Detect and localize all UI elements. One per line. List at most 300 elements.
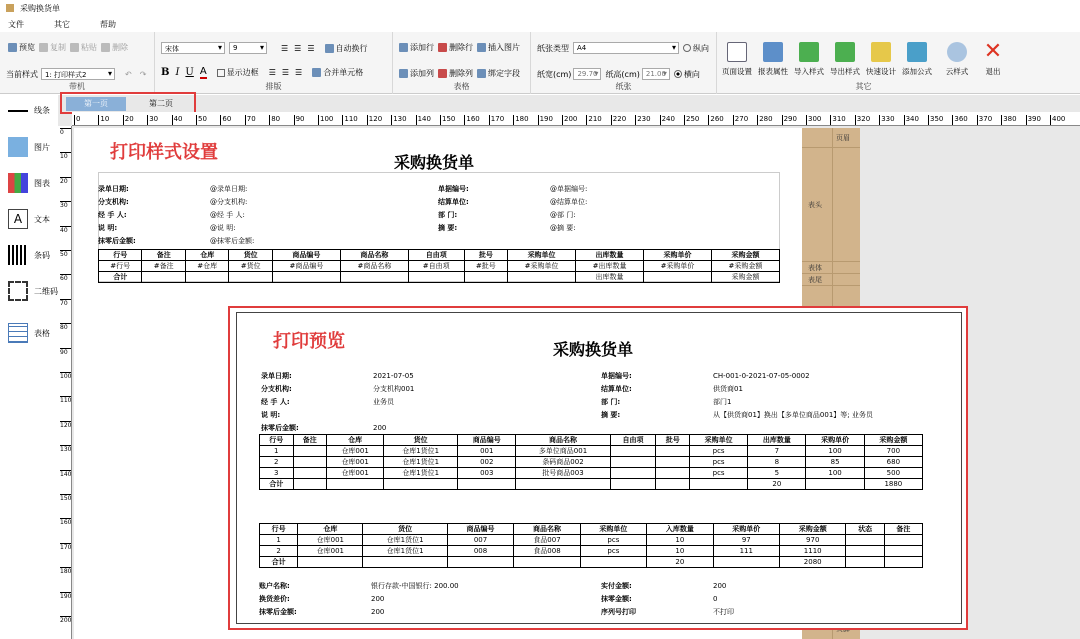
- preview-field-right: [601, 384, 743, 394]
- tool-line[interactable]: 线条: [8, 105, 50, 116]
- report-props-button[interactable]: 报表属性: [753, 42, 793, 77]
- field-label: 抹零后金额:: [261, 424, 299, 432]
- column-header: 状态: [846, 524, 884, 535]
- table-cell: 7: [748, 446, 806, 457]
- page-tabs: [60, 92, 196, 114]
- italic-icon[interactable]: I: [175, 67, 180, 78]
- preview-footer-right: [601, 581, 726, 591]
- cloud-style-button[interactable]: 云样式: [937, 42, 977, 77]
- table-cell: 100: [806, 446, 864, 457]
- ruler-mark: 250: [684, 115, 699, 126]
- line-icon: [8, 110, 28, 112]
- paper-width-label: 纸宽(cm): [537, 69, 572, 79]
- field-value: 从【供货商01】换出【多单位商品001】等; 业务员: [713, 411, 873, 419]
- column-header: 行号: [260, 524, 298, 535]
- copy-icon: [39, 43, 48, 52]
- table-cell: pcs: [580, 535, 646, 546]
- formula-icon: [907, 42, 927, 62]
- insert-image-button[interactable]: 插入图片: [477, 42, 520, 53]
- merge-icon: [312, 68, 321, 77]
- group-label-other: 其它: [855, 82, 872, 91]
- field-label: 部 门:: [438, 211, 458, 219]
- ruler-mark: 320: [855, 115, 870, 126]
- table-cell: 仓库001: [327, 468, 384, 479]
- table-cell[interactable]: #备注: [142, 261, 185, 272]
- table-cell: 002: [458, 457, 516, 468]
- table-cell: 001: [458, 446, 516, 457]
- design-field-right[interactable]: [438, 184, 587, 194]
- field-label: 换货差价:: [259, 595, 290, 603]
- column-header: 货位: [384, 435, 458, 446]
- field-value: 200: [371, 595, 385, 603]
- total-cell[interactable]: [272, 272, 340, 283]
- preview-field-left: [261, 384, 414, 394]
- table-cell: 批号商品003: [516, 468, 610, 479]
- table-cell: [656, 446, 690, 457]
- design-annotation: 打印样式设置: [110, 142, 218, 163]
- column-header[interactable]: 行号: [99, 250, 142, 261]
- column-header: 采购单位: [580, 524, 646, 535]
- paper-height-label: 纸高(cm): [605, 69, 640, 79]
- band-footer[interactable]: 表尾: [802, 274, 860, 286]
- preview-field-left: [261, 410, 373, 420]
- page-setup-icon: [727, 42, 747, 62]
- title-bar: [0, 0, 1080, 16]
- undo-icon[interactable]: ↶: [125, 69, 132, 79]
- barcode-icon: [8, 245, 28, 265]
- landscape-radio[interactable]: [674, 70, 682, 78]
- column-header[interactable]: 采购单位: [508, 250, 576, 261]
- table-cell: [656, 468, 690, 479]
- vruler-mark: 90: [60, 348, 72, 356]
- table-cell: [293, 457, 327, 468]
- add-col-button[interactable]: 添加列: [399, 68, 434, 79]
- ruler-mark: 80: [269, 115, 280, 126]
- total-cell[interactable]: 合计: [99, 272, 142, 283]
- vruler-mark: 0: [60, 128, 72, 136]
- field-value: @抹零后金额:: [210, 237, 255, 245]
- vruler-mark: 100: [60, 373, 72, 380]
- design-field-left[interactable]: [98, 210, 245, 220]
- field-value: 2021-07-05: [373, 372, 414, 380]
- table-cell: 85: [806, 457, 864, 468]
- menu-other[interactable]: 其它: [54, 19, 70, 29]
- table-cell: 10: [647, 535, 713, 546]
- column-header: 商品名称: [514, 524, 580, 535]
- total-cell: [806, 479, 864, 490]
- total-cell: [516, 479, 610, 490]
- table-cell: 仓库001: [327, 457, 384, 468]
- ruler-mark: 150: [440, 115, 455, 126]
- align-center-icon[interactable]: ☰: [294, 43, 302, 53]
- band-page-header[interactable]: 页眉: [802, 128, 860, 148]
- column-header[interactable]: 商品编号: [272, 250, 340, 261]
- report-props-icon: [763, 42, 783, 62]
- total-cell: [514, 557, 580, 568]
- auto-wrap-button[interactable]: 自动换行: [325, 43, 368, 54]
- ruler-mark: 390: [1026, 115, 1041, 126]
- preview-page: [236, 312, 962, 624]
- field-label: 部 门:: [601, 398, 621, 406]
- column-header[interactable]: 批号: [464, 250, 507, 261]
- total-cell[interactable]: [185, 272, 228, 283]
- portrait-radio[interactable]: [683, 44, 691, 52]
- ruler-mark: 360: [952, 115, 967, 126]
- ruler-mark: 190: [538, 115, 553, 126]
- table-cell[interactable]: #自由项: [408, 261, 464, 272]
- field-value: @单据编号:: [550, 185, 588, 193]
- column-header[interactable]: 货位: [229, 250, 272, 261]
- preview-footer-right: [601, 607, 734, 617]
- ruler-mark: 240: [660, 115, 675, 126]
- field-label: 经 手 人:: [261, 398, 290, 406]
- justify-right-icon[interactable]: ☰: [295, 68, 303, 77]
- quick-design-icon: [871, 42, 891, 62]
- underline-icon[interactable]: U: [185, 67, 194, 78]
- delete-button[interactable]: 删除: [101, 42, 128, 53]
- ruler-mark: 300: [806, 115, 821, 126]
- table-cell: 仓库1货位1: [384, 446, 458, 457]
- field-value: CH-001-0-2021-07-05-0002: [713, 372, 810, 380]
- ruler-mark: 200: [562, 115, 577, 126]
- tool-text[interactable]: A 文本: [8, 209, 50, 229]
- justify-left-icon[interactable]: ☰: [268, 68, 276, 77]
- ruler-mark: 50: [196, 115, 207, 126]
- table-cell: [884, 546, 922, 557]
- table-cell: 700: [864, 446, 922, 457]
- tab-page-2[interactable]: 第二页: [149, 99, 173, 108]
- toolbox: [0, 95, 58, 639]
- ruler-mark: 330: [879, 115, 894, 126]
- total-row: [260, 479, 923, 490]
- field-value: @录单日期:: [210, 185, 248, 193]
- align-right-icon[interactable]: ☰: [307, 43, 315, 53]
- quick-design-button[interactable]: 快速设计: [861, 42, 901, 77]
- table-cell: 1: [260, 446, 294, 457]
- add-col-icon: [399, 69, 408, 78]
- column-header[interactable]: 自由项: [408, 250, 464, 261]
- total-cell: [327, 479, 384, 490]
- column-header: 采购金额: [780, 524, 846, 535]
- total-cell: [363, 557, 447, 568]
- total-cell: 2080: [780, 557, 846, 568]
- menu-bar: [0, 16, 1080, 32]
- table-cell: [610, 457, 656, 468]
- table-cell: 10: [647, 546, 713, 557]
- ruler-mark: 30: [147, 115, 158, 126]
- table-cell: 仓库1货位1: [363, 535, 447, 546]
- total-cell[interactable]: [340, 272, 408, 283]
- table-icon: [8, 323, 28, 343]
- bold-icon[interactable]: B: [161, 67, 170, 78]
- field-label: 结算单位:: [438, 198, 469, 206]
- ribbon-group-paper: [531, 32, 717, 94]
- field-value: 业务员: [373, 398, 394, 406]
- bind-field-button[interactable]: 绑定字段: [477, 68, 520, 79]
- justify-center-icon[interactable]: ☰: [281, 68, 290, 77]
- font-name-select[interactable]: 宋体 ▾: [161, 42, 225, 54]
- table-cell[interactable]: #采购金额: [711, 261, 779, 272]
- total-cell: [690, 479, 748, 490]
- vruler-mark: 140: [60, 470, 72, 478]
- ribbon-group-device: [0, 32, 155, 94]
- field-value: @结算单位:: [550, 198, 588, 206]
- preview-button[interactable]: 预览: [8, 42, 35, 53]
- table-cell: 1110: [780, 546, 846, 557]
- exit-button[interactable]: ✕ 退出: [983, 39, 1003, 76]
- column-header: 批号: [656, 435, 690, 446]
- ruler-mark: 20: [123, 115, 134, 126]
- field-label: 结算单位:: [601, 385, 632, 393]
- add-formula-button[interactable]: 添加公式: [897, 42, 937, 77]
- page-setup-button[interactable]: 页面设置: [717, 42, 757, 77]
- menu-help[interactable]: 帮助: [100, 19, 116, 29]
- merge-cells-button[interactable]: 合并单元格: [312, 67, 363, 78]
- table-cell: 97: [713, 535, 779, 546]
- delete-col-button[interactable]: 删除列: [438, 68, 473, 79]
- table-cell: [610, 468, 656, 479]
- export-style-button[interactable]: 导出样式: [825, 42, 865, 77]
- ruler-mark: 180: [513, 115, 528, 126]
- design-title: 采购换货单: [394, 153, 475, 172]
- preview-footer-left: [259, 594, 384, 604]
- total-cell: 合计: [260, 557, 298, 568]
- ruler-mark: 290: [782, 115, 797, 126]
- table-cell: 008: [447, 546, 513, 557]
- table-header-row: [260, 435, 923, 446]
- table-cell: 仓库1货位1: [384, 457, 458, 468]
- total-cell[interactable]: [508, 272, 576, 283]
- total-cell: [846, 557, 884, 568]
- qrcode-icon: [8, 281, 28, 301]
- column-header: 商品编号: [458, 435, 516, 446]
- vruler-mark: 160: [60, 519, 72, 527]
- ribbon: [0, 32, 1080, 94]
- paper-type-select[interactable]: A4 ▾: [573, 42, 679, 54]
- ruler-mark: 100: [318, 115, 333, 126]
- table-cell: 007: [447, 535, 513, 546]
- ruler-mark: 10: [98, 115, 109, 126]
- table-cell: 970: [780, 535, 846, 546]
- total-cell[interactable]: [464, 272, 507, 283]
- total-cell[interactable]: [142, 272, 185, 283]
- tool-qrcode[interactable]: 二维码: [8, 281, 58, 301]
- tool-barcode[interactable]: 条码: [8, 245, 50, 265]
- design-field-left[interactable]: [98, 236, 254, 246]
- field-label: 录单日期:: [261, 372, 292, 380]
- band-body[interactable]: 表体: [802, 262, 860, 274]
- vruler-mark: 190: [60, 592, 72, 600]
- field-label: 抹零后金额:: [98, 237, 136, 245]
- table-cell: 111: [713, 546, 779, 557]
- portrait-label: 纵向: [693, 43, 709, 53]
- total-cell[interactable]: 出库数量: [576, 272, 644, 283]
- table-cell[interactable]: #货位: [229, 261, 272, 272]
- table-cell: 仓库1货位1: [363, 546, 447, 557]
- redo-icon[interactable]: ↷: [139, 69, 147, 79]
- vruler-mark: 20: [60, 177, 72, 185]
- table-cell[interactable]: #商品名称: [340, 261, 408, 272]
- column-header: 货位: [363, 524, 447, 535]
- table-cell: pcs: [580, 546, 646, 557]
- total-row: [260, 557, 923, 568]
- window-title: 采购换货单: [20, 3, 60, 13]
- column-header[interactable]: 商品名称: [340, 250, 408, 261]
- field-label: 单据编号:: [438, 185, 469, 193]
- vruler-mark: 110: [60, 397, 72, 405]
- ruler-mark: 0: [74, 115, 80, 126]
- paper-height-input[interactable]: 21.00 ▾: [642, 68, 670, 80]
- delete-row-button[interactable]: 删除行: [438, 42, 473, 53]
- table-cell: [293, 446, 327, 457]
- column-header[interactable]: 备注: [142, 250, 185, 261]
- table-cell: pcs: [690, 468, 748, 479]
- preview-title: 采购换货单: [553, 340, 634, 359]
- ribbon-group-table: [393, 32, 531, 94]
- table-cell: 仓库1货位1: [384, 468, 458, 479]
- column-header: 采购金额: [864, 435, 922, 446]
- column-header: 行号: [260, 435, 294, 446]
- field-label: 经 手 人:: [98, 211, 127, 219]
- design-field-right[interactable]: [438, 223, 576, 233]
- field-value: 分支机构001: [373, 385, 415, 393]
- vruler-mark: 60: [60, 274, 72, 282]
- field-value: 200: [371, 608, 385, 616]
- tool-table[interactable]: 表格: [8, 323, 50, 343]
- total-cell: [458, 479, 516, 490]
- show-border-label: 显示边框: [226, 68, 259, 77]
- delete-icon: [101, 43, 110, 52]
- tool-image[interactable]: 图片: [8, 137, 50, 157]
- tool-chart[interactable]: 图表: [8, 173, 50, 193]
- table-cell[interactable]: #批号: [464, 261, 507, 272]
- ruler-mark: 130: [391, 115, 406, 126]
- add-row-button[interactable]: 添加行: [399, 42, 434, 53]
- font-size-select[interactable]: 9 ▾: [229, 42, 267, 54]
- table-cell: pcs: [690, 446, 748, 457]
- table-row: [260, 535, 923, 546]
- align-left-icon[interactable]: ☰: [281, 43, 289, 53]
- cloud-icon: [947, 42, 967, 62]
- column-header[interactable]: 采购金额: [711, 250, 779, 261]
- table-cell[interactable]: #采购单位: [508, 261, 576, 272]
- total-cell[interactable]: [229, 272, 272, 283]
- preview-field-left: [261, 423, 386, 433]
- table-row: [260, 546, 923, 557]
- field-value: @部 门:: [550, 211, 576, 219]
- preview-footer-right: [601, 594, 717, 604]
- total-cell: [580, 557, 646, 568]
- field-label: 序列号打印: [601, 608, 636, 616]
- vruler-mark: 120: [60, 421, 72, 429]
- vruler-mark: 80: [60, 323, 72, 331]
- paste-button[interactable]: 粘贴: [70, 42, 97, 53]
- preview-field-left: [261, 371, 414, 381]
- table-cell[interactable]: #仓库: [185, 261, 228, 272]
- ruler-mark: 210: [586, 115, 601, 126]
- image-icon: [8, 137, 28, 157]
- design-field-right[interactable]: [438, 197, 587, 207]
- print-preview: [228, 306, 968, 630]
- ruler-mark: 310: [830, 115, 845, 126]
- table-header-row: [99, 250, 780, 261]
- table-cell[interactable]: #商品编号: [272, 261, 340, 272]
- table-cell[interactable]: #出库数量: [576, 261, 644, 272]
- chart-icon: [8, 173, 28, 193]
- table-cell: 条码商品002: [516, 457, 610, 468]
- ruler-mark: 120: [367, 115, 382, 126]
- show-border-checkbox[interactable]: [217, 69, 225, 77]
- field-label: 录单日期:: [98, 185, 129, 193]
- table-cell: [293, 468, 327, 479]
- total-cell[interactable]: 采购金额: [711, 272, 779, 283]
- table-cell: 仓库001: [298, 535, 363, 546]
- ruler-mark: 110: [342, 115, 357, 126]
- total-cell: 20: [647, 557, 713, 568]
- field-value: @分支机构:: [210, 198, 248, 206]
- paper-width-input[interactable]: 29.70 ▾: [573, 68, 601, 80]
- table-cell: 食品008: [514, 546, 580, 557]
- ruler-mark: 70: [245, 115, 256, 126]
- horizontal-ruler: [72, 112, 1080, 126]
- copy-button[interactable]: 复制: [39, 42, 66, 53]
- table-row: [260, 468, 923, 479]
- design-field-left[interactable]: [98, 223, 236, 233]
- table-row: [260, 457, 923, 468]
- paper-type-label: 纸张类型: [537, 43, 569, 53]
- menu-file[interactable]: 文件: [8, 19, 24, 29]
- table-cell[interactable]: #采购单价: [644, 261, 712, 272]
- tab-page-1[interactable]: 第一页: [66, 97, 126, 111]
- ruler-mark: 400: [1050, 115, 1065, 126]
- design-field-left[interactable]: [98, 197, 247, 207]
- delete-row-icon: [438, 43, 447, 52]
- design-field-right[interactable]: [438, 210, 576, 220]
- vruler-mark: 50: [60, 250, 72, 258]
- table-cell[interactable]: #行号: [99, 261, 142, 272]
- column-header: 商品编号: [447, 524, 513, 535]
- preview-footer-left: [259, 581, 459, 591]
- total-cell[interactable]: [408, 272, 464, 283]
- add-row-icon: [399, 43, 408, 52]
- column-header[interactable]: 采购单价: [644, 250, 712, 261]
- field-label: 摘 要:: [601, 411, 621, 419]
- wrap-icon: [325, 44, 334, 53]
- design-detail-table[interactable]: [98, 249, 780, 283]
- total-cell: [298, 557, 363, 568]
- total-cell[interactable]: [644, 272, 712, 283]
- ruler-mark: 90: [294, 115, 305, 126]
- table-cell: pcs: [690, 457, 748, 468]
- preview-icon: [8, 43, 17, 52]
- export-style-icon: [835, 42, 855, 62]
- vertical-ruler: [58, 126, 72, 639]
- table-cell: 003: [458, 468, 516, 479]
- import-style-button[interactable]: 导入样式: [789, 42, 829, 77]
- font-color-icon[interactable]: A: [199, 66, 207, 77]
- column-header[interactable]: 仓库: [185, 250, 228, 261]
- total-cell: [384, 479, 458, 490]
- table-cell: 多单位商品001: [516, 446, 610, 457]
- band-header[interactable]: 表头: [802, 148, 860, 262]
- vruler-mark: 180: [60, 568, 72, 576]
- preview-out-table: [259, 434, 923, 490]
- current-style-select[interactable]: 1: 打印样式2 ▾: [41, 68, 115, 80]
- column-header[interactable]: 出库数量: [576, 250, 644, 261]
- design-field-left[interactable]: [98, 184, 247, 194]
- table-cell: 3: [260, 468, 294, 479]
- group-label-paper: 纸张: [615, 82, 632, 91]
